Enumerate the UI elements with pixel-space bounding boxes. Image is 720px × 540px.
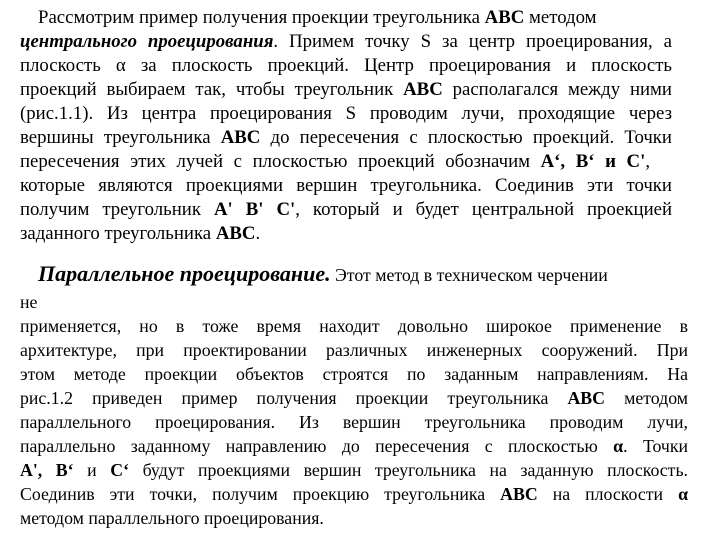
- text-run: этом методе проекции объектов строятся по заданным направлениям. На: [20, 364, 688, 384]
- text-run: до пересечения с плоскостью проекций. Точки: [260, 127, 672, 148]
- bold-run: A' B' C': [213, 199, 296, 220]
- text-run: заданного треугольника: [20, 223, 216, 244]
- text-run: проекций выбираем так, чтобы треугольник: [20, 79, 404, 100]
- text-run: плоскость α за плоскость проекций. Центр проецирования и плоскость: [20, 55, 672, 76]
- text-run: на плоскости: [537, 484, 679, 504]
- paragraph1-line8: [20, 174, 672, 198]
- paragraph2-line-ne: [20, 290, 696, 314]
- paragraph2-line9: [20, 506, 696, 530]
- bold-run: A‘, B‘ и C': [540, 151, 646, 172]
- section-heading: Параллельное проецирование.: [38, 261, 331, 286]
- paragraph2-line7: [20, 458, 688, 482]
- paragraph1-line5: [20, 102, 672, 126]
- bold-italic-run: центрального проецирования: [20, 31, 274, 52]
- text-run: и: [73, 460, 111, 480]
- text-run: вершины треугольника: [20, 127, 221, 148]
- bold-run: C‘: [110, 460, 129, 480]
- text-run: рис.1.2 приведен пример получения проекции треугольника: [20, 388, 568, 408]
- paragraph2-line8: [20, 482, 688, 506]
- text-run: применяется, но в тоже время находит довольно широкое применение в: [20, 316, 688, 336]
- text-run: , который и будет центральной проекцией: [295, 199, 673, 220]
- paragraph1-line3: [20, 54, 672, 78]
- text-run: получим треугольник: [20, 199, 214, 220]
- paragraph1-line7: [20, 150, 650, 174]
- paragraph1-line1: [38, 6, 668, 30]
- text-run: методом: [604, 388, 688, 408]
- text-run: . Точки: [623, 436, 688, 456]
- paragraph1-line4: [20, 78, 672, 102]
- text-run: Соединив эти точки, получим проекцию треугольника: [20, 484, 501, 504]
- paragraph2-line6: [20, 434, 688, 458]
- paragraph1-line9: [20, 198, 672, 222]
- bold-run: ABC: [500, 484, 538, 504]
- paragraph2-line5: [20, 410, 688, 434]
- bold-run: ABC: [215, 223, 256, 244]
- text-run: .: [255, 223, 261, 244]
- text-run: будут проекциями вершин треугольника на заданную плоскость.: [129, 460, 688, 480]
- bold-run: ABC: [403, 79, 443, 100]
- paragraph1-line10: [20, 222, 696, 246]
- bold-run: α: [678, 484, 688, 504]
- paragraph2-line2: [20, 338, 688, 362]
- paragraph1-line6: [20, 126, 672, 150]
- text-run: архитектуре, при проектировании различных инженерных сооружений. При: [20, 340, 688, 360]
- text-run: методом: [524, 7, 597, 28]
- text-run: Этот метод в техническом черчении: [330, 265, 608, 285]
- text-run: располагался между ними: [442, 79, 672, 100]
- text-run: . Примем точку S за центр проецирования, а: [273, 31, 672, 52]
- bold-run: ABC: [567, 388, 605, 408]
- bold-run: A', B‘: [20, 460, 74, 480]
- paragraph2-heading-line: [38, 259, 690, 291]
- paragraph2-line3: [20, 362, 688, 386]
- text-run: которые являются проекциями вершин треугольника. Соединив эти точки: [20, 175, 672, 196]
- text-run: ,: [645, 151, 651, 172]
- text-run: параллельно заданному направлению до пересечения с плоскостью: [20, 436, 614, 456]
- paragraph2-line4: [20, 386, 688, 410]
- text-run: не: [20, 292, 38, 312]
- text-run: Рассмотрим пример получения проекции треугольника: [38, 7, 485, 28]
- bold-run: α: [613, 436, 624, 456]
- bold-run: ABC: [220, 127, 261, 148]
- paragraph2-line1: [20, 314, 688, 338]
- text-run: пересечения этих лучей с плоскостью проекций обозначим: [20, 151, 541, 172]
- text-run: методом параллельного проецирования.: [20, 508, 324, 528]
- paragraph1-line2: [20, 30, 672, 54]
- text-run: (рис.1.1). Из центра проецирования S проводим лучи, проходящие через: [20, 103, 672, 124]
- text-run: параллельного проецирования. Из вершин треугольника проводим лучи,: [20, 412, 688, 432]
- bold-run: ABC: [484, 7, 525, 28]
